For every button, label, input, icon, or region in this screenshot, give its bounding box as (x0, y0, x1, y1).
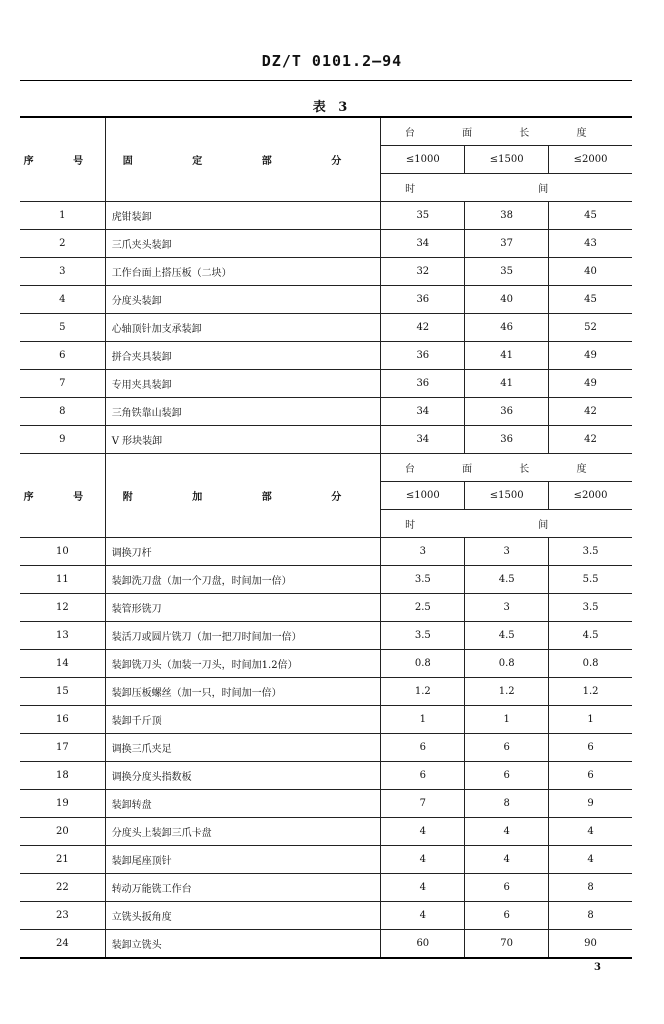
row-number: 20 (20, 818, 105, 846)
table-row (20, 258, 632, 286)
row-item-name: 拼合夹具装卸 (105, 342, 381, 370)
table-row (20, 650, 632, 678)
row-time-value: 0.8 (381, 650, 465, 678)
column-header-part: 固 定 部 分 (105, 117, 381, 202)
row-number: 10 (20, 538, 105, 566)
row-item-name: 装卸千斤顶 (105, 706, 381, 734)
row-item-name: 装卸转盘 (105, 790, 381, 818)
row-number: 18 (20, 762, 105, 790)
row-time-value: 36 (381, 342, 465, 370)
row-time-value: 34 (381, 230, 465, 258)
row-time-value: 1 (465, 706, 549, 734)
row-time-value: 34 (381, 426, 465, 454)
row-time-value: 3 (465, 538, 549, 566)
row-time-value: 49 (549, 370, 632, 398)
column-header-no: 序 号 (20, 454, 105, 538)
row-time-value: 42 (381, 314, 465, 342)
table-title: 表 3 (312, 100, 352, 115)
table-row (20, 230, 632, 258)
table-row (20, 930, 632, 959)
row-item-name: 装活刀或圆片铣刀（加一把刀时间加一倍） (105, 622, 381, 650)
row-number: 6 (20, 342, 105, 370)
table-row (20, 874, 632, 902)
row-number: 13 (20, 622, 105, 650)
row-time-value: 52 (549, 314, 632, 342)
row-time-value: 4 (381, 846, 465, 874)
row-time-value: 42 (549, 426, 632, 454)
row-time-value: 3.5 (549, 538, 632, 566)
row-time-value: 0.8 (549, 650, 632, 678)
row-item-name: 调换三爪夹足 (105, 734, 381, 762)
row-time-value: 6 (381, 762, 465, 790)
column-header-length: ≤1000 (381, 482, 465, 510)
row-time-value: 35 (381, 202, 465, 230)
row-number: 24 (20, 930, 105, 959)
row-number: 8 (20, 398, 105, 426)
page-number: 3 (594, 962, 601, 973)
row-item-name: 装卸压板螺丝（加一只，时间加一倍） (105, 678, 381, 706)
row-time-value: 6 (465, 734, 549, 762)
table-row (20, 790, 632, 818)
row-number: 11 (20, 566, 105, 594)
row-time-value: 8 (549, 902, 632, 930)
row-time-value: 7 (381, 790, 465, 818)
table-row (20, 538, 632, 566)
column-header-no: 序 号 (20, 117, 105, 202)
table-row (20, 706, 632, 734)
table-row (20, 846, 632, 874)
row-time-value: 2.5 (381, 594, 465, 622)
column-header-part: 附 加 部 分 (105, 454, 381, 538)
row-number: 12 (20, 594, 105, 622)
row-time-value: 70 (465, 930, 549, 959)
table-row (20, 818, 632, 846)
column-header-length: ≤1000 (381, 146, 465, 174)
row-time-value: 32 (381, 258, 465, 286)
row-time-value: 3 (465, 594, 549, 622)
row-item-name: 心轴顶针加支承装卸 (105, 314, 381, 342)
row-time-value: 37 (465, 230, 549, 258)
row-time-value: 42 (549, 398, 632, 426)
row-item-name: 装卸尾座顶针 (105, 846, 381, 874)
row-time-value: 0.8 (465, 650, 549, 678)
table-row (20, 594, 632, 622)
standard-number: DZ/T 0101.2—94 (261, 52, 403, 70)
row-time-value: 36 (465, 398, 549, 426)
table-row (20, 762, 632, 790)
row-item-name: 装管形铣刀 (105, 594, 381, 622)
row-time-value: 4.5 (465, 566, 549, 594)
row-item-name: 转动万能铣工作台 (105, 874, 381, 902)
row-time-value: 1.2 (381, 678, 465, 706)
row-time-value: 45 (549, 202, 632, 230)
row-time-value: 4 (381, 818, 465, 846)
row-time-value: 41 (465, 370, 549, 398)
time-table-body (20, 117, 632, 958)
row-time-value: 36 (381, 286, 465, 314)
column-header-time: 时 间 (381, 174, 632, 202)
column-header-length: ≤1500 (465, 482, 549, 510)
row-number: 15 (20, 678, 105, 706)
time-table (20, 116, 632, 959)
table-header-row (20, 454, 632, 482)
row-number: 2 (20, 230, 105, 258)
row-time-value: 3 (381, 538, 465, 566)
row-number: 23 (20, 902, 105, 930)
table-row (20, 426, 632, 454)
table-row (20, 202, 632, 230)
table-row (20, 622, 632, 650)
row-time-value: 4.5 (465, 622, 549, 650)
row-time-value: 9 (549, 790, 632, 818)
row-time-value: 41 (465, 342, 549, 370)
row-time-value: 4 (549, 846, 632, 874)
row-number: 21 (20, 846, 105, 874)
row-time-value: 43 (549, 230, 632, 258)
row-item-name: 三爪夹头装卸 (105, 230, 381, 258)
row-item-name: 装卸立铣头 (105, 930, 381, 959)
row-number: 17 (20, 734, 105, 762)
row-time-value: 1 (549, 706, 632, 734)
row-time-value: 6 (465, 762, 549, 790)
column-header-length: ≤2000 (549, 146, 632, 174)
table-row (20, 398, 632, 426)
row-time-value: 45 (549, 286, 632, 314)
row-time-value: 35 (465, 258, 549, 286)
table-row (20, 370, 632, 398)
row-item-name: 虎钳装卸 (105, 202, 381, 230)
row-number: 19 (20, 790, 105, 818)
row-time-value: 6 (381, 734, 465, 762)
row-time-value: 8 (465, 790, 549, 818)
column-header-time: 时 间 (381, 510, 632, 538)
row-time-value: 4 (381, 902, 465, 930)
row-time-value: 60 (381, 930, 465, 959)
row-time-value: 90 (549, 930, 632, 959)
column-header-length: ≤1500 (465, 146, 549, 174)
table-row (20, 902, 632, 930)
row-item-name: 立铣头扳角度 (105, 902, 381, 930)
row-time-value: 46 (465, 314, 549, 342)
row-time-value: 4 (465, 818, 549, 846)
row-item-name: 装卸铣刀头（加装一刀头，时间加1.2倍） (105, 650, 381, 678)
column-group-length: 台 面 长 度 (381, 454, 632, 482)
row-time-value: 6 (465, 874, 549, 902)
row-number: 5 (20, 314, 105, 342)
column-header-length: ≤2000 (549, 482, 632, 510)
row-number: 1 (20, 202, 105, 230)
row-time-value: 36 (381, 370, 465, 398)
row-time-value: 6 (549, 734, 632, 762)
row-time-value: 1.2 (465, 678, 549, 706)
row-item-name: 三角铁靠山装卸 (105, 398, 381, 426)
row-time-value: 8 (549, 874, 632, 902)
row-number: 4 (20, 286, 105, 314)
row-time-value: 4 (549, 818, 632, 846)
row-time-value: 4 (465, 846, 549, 874)
table-header-row (20, 117, 632, 146)
header-rule (20, 80, 632, 81)
row-time-value: 1 (381, 706, 465, 734)
row-time-value: 3.5 (549, 594, 632, 622)
row-item-name: 调换刀杆 (105, 538, 381, 566)
row-time-value: 6 (465, 902, 549, 930)
row-time-value: 4 (381, 874, 465, 902)
row-item-name: V 形块装卸 (105, 426, 381, 454)
footer-rule (20, 958, 632, 959)
column-group-length: 台 面 长 度 (381, 117, 632, 146)
row-number: 22 (20, 874, 105, 902)
row-number: 16 (20, 706, 105, 734)
table-row (20, 314, 632, 342)
row-time-value: 1.2 (549, 678, 632, 706)
row-time-value: 3.5 (381, 566, 465, 594)
row-time-value: 6 (549, 762, 632, 790)
row-number: 14 (20, 650, 105, 678)
row-number: 3 (20, 258, 105, 286)
table-row (20, 286, 632, 314)
row-item-name: 装卸洗刀盘（加一个刀盘，时间加一倍） (105, 566, 381, 594)
row-item-name: 分度头上装卸三爪卡盘 (105, 818, 381, 846)
row-item-name: 专用夹具装卸 (105, 370, 381, 398)
row-number: 7 (20, 370, 105, 398)
row-time-value: 40 (549, 258, 632, 286)
row-time-value: 4.5 (549, 622, 632, 650)
row-item-name: 调换分度头指数板 (105, 762, 381, 790)
row-time-value: 34 (381, 398, 465, 426)
row-time-value: 3.5 (381, 622, 465, 650)
row-time-value: 5.5 (549, 566, 632, 594)
table-row (20, 566, 632, 594)
table-row (20, 678, 632, 706)
table-row (20, 342, 632, 370)
row-item-name: 工作台面上搭压板（二块） (105, 258, 381, 286)
row-time-value: 38 (465, 202, 549, 230)
table-row (20, 734, 632, 762)
row-item-name: 分度头装卸 (105, 286, 381, 314)
row-time-value: 49 (549, 342, 632, 370)
row-time-value: 36 (465, 426, 549, 454)
row-time-value: 40 (465, 286, 549, 314)
row-number: 9 (20, 426, 105, 454)
